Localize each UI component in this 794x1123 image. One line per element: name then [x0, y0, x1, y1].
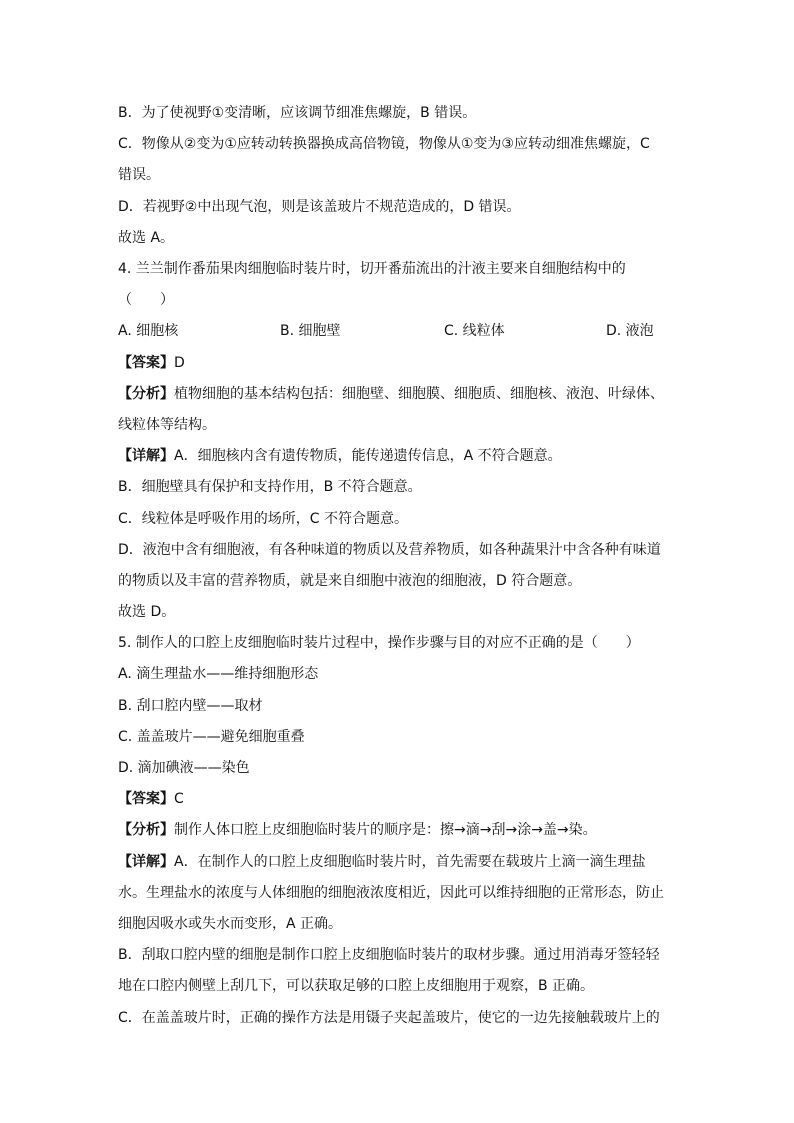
text-line: D．若视野②中出现气泡，则是该盖玻片不规范造成的，D 错误。: [118, 199, 521, 215]
question-4-analysis-cont: 线粒体等结构。: [118, 417, 216, 433]
question-5-detail-a-cont2: 细胞因吸水或失水而变形，A 正确。: [118, 916, 343, 932]
question-5-stem: 5. 制作人的口腔上皮细胞临时装片过程中，操作步骤与目的对应不正确的是（ ）: [118, 635, 640, 651]
option-c: C. 线粒体: [444, 323, 505, 339]
question-4-answer: [118, 353, 185, 373]
question-5-answer: [118, 789, 184, 809]
question-5-option-b: B. 刮口腔内壁——取材: [118, 698, 263, 714]
question-4-options: [118, 321, 678, 341]
text-line: 故选 A。: [118, 230, 175, 246]
detail-text: A．细胞核内含有遗传物质，能传递遗传信息，A 不符合题意。: [174, 448, 562, 464]
question-4-detail: [118, 446, 562, 466]
question-4-paren: （ ）: [118, 292, 174, 308]
detail-tag: 【详解】: [118, 854, 174, 870]
question-5-detail-b: B．刮取口腔内壁的细胞是制作口腔上皮细胞临时装片的取材步骤。通过用消毒牙签轻轻: [118, 947, 660, 963]
analysis-tag: 【分析】: [118, 386, 174, 402]
question-4-detail-d: D．液泡中含有细胞液，有各种味道的物质以及营养物质，如各种蔬果汁中含各种有味道: [118, 542, 661, 558]
option-d: D. 液泡: [606, 323, 654, 339]
question-4-stem: 4. 兰兰制作番茄果肉细胞临时装片时，切开番茄流出的汁液主要来自细胞结构中的: [118, 261, 626, 277]
question-4-detail-d-cont: 的物质以及丰富的营养物质，就是来自细胞中液泡的细胞液，D 符合题意。: [118, 573, 582, 589]
question-4-choose: 故选 D。: [118, 604, 176, 620]
question-5-option-a: A. 滴生理盐水——维持细胞形态: [118, 666, 319, 682]
text-line: B．为了使视野①变清晰，应该调节细准焦螺旋，B 错误。: [118, 105, 477, 121]
question-5-detail: [118, 852, 646, 872]
detail-text: A．在制作人的口腔上皮细胞临时装片时，首先需要在载玻片上滴一滴生理盐: [174, 854, 646, 870]
question-4-analysis: [118, 384, 664, 404]
text-line: C．物像从②变为①应转动转换器换成高倍物镜，物像从①变为③应转动细准焦螺旋，C: [118, 136, 650, 152]
question-5-detail-c: C．在盖盖玻片时，正确的操作方法是用镊子夹起盖玻片，使它的一边先接触载玻片上的: [118, 1010, 660, 1026]
analysis-text: 制作人体口腔上皮细胞临时装片的顺序是：擦→滴→刮→涂→盖→染。: [174, 822, 597, 838]
answer-value: D: [174, 355, 185, 371]
question-5-option-d: D. 滴加碘液——染色: [118, 760, 250, 776]
answer-tag: 【答案】: [118, 791, 174, 807]
question-5-detail-a-cont: 水。生理盐水的浓度与人体细胞的细胞液浓度相近，因此可以维持细胞的正常形态，防止: [118, 885, 664, 901]
analysis-text: 植物细胞的基本结构包括：细胞壁、细胞膜、细胞质、细胞核、液泡、叶绿体、: [174, 386, 664, 402]
question-5-option-c: C. 盖盖玻片——避免细胞重叠: [118, 729, 305, 745]
question-5-analysis: [118, 820, 597, 840]
question-4-detail-b: B．细胞壁具有保护和支持作用，B 不符合题意。: [118, 479, 422, 495]
question-4-detail-c: C．线粒体是呼吸作用的场所，C 不符合题意。: [118, 511, 408, 527]
option-b: B. 细胞壁: [280, 323, 341, 339]
detail-tag: 【详解】: [118, 448, 174, 464]
text-line: 错误。: [118, 167, 160, 183]
answer-value: C: [174, 791, 184, 807]
analysis-tag: 【分析】: [118, 822, 174, 838]
question-5-detail-b-cont: 地在口腔内侧壁上刮几下，可以获取足够的口腔上皮细胞用于观察，B 正确。: [118, 978, 595, 994]
option-a: A. 细胞核: [118, 323, 179, 339]
answer-tag: 【答案】: [118, 355, 174, 371]
